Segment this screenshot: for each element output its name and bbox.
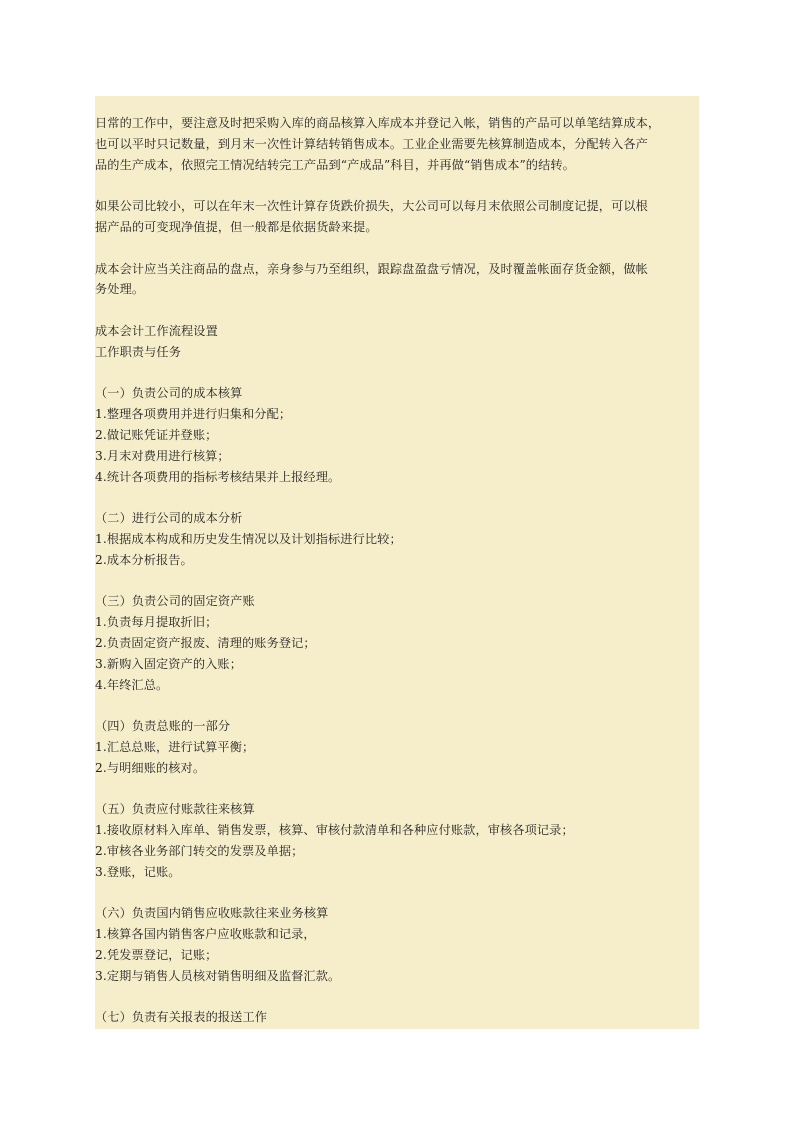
duty-item: 4.年终汇总。 <box>95 677 169 692</box>
text-line: 品的生产成本，依照完工情况结转完工产品到“产成品”科目，并再做“销售成本”的结转。 <box>95 157 575 172</box>
duty-item: 1.汇总总账，进行试算平衡； <box>95 739 255 754</box>
text-line: 也可以平时只记数量，到月末一次性计算结转销售成本。工业企业需要先核算制造成本，分配转入各产 <box>95 136 648 151</box>
duty-item: 1.根据成本构成和历史发生情况以及计划指标进行比较； <box>95 531 402 546</box>
duty-title: （三）负责公司的固定资产账 <box>95 594 255 609</box>
section-heading: 成本会计工作流程设置 <box>95 323 218 338</box>
duty-item: 2.凭发票登记，记账； <box>95 947 218 962</box>
document-content <box>95 113 705 1028</box>
duty-item: 2.负责固定资产报废、清理的账务登记； <box>95 635 316 650</box>
duty-item: 1.接收原材料入库单、销售发票，核算、审核付款清单和各种应付账款，审核各项记录； <box>95 823 574 838</box>
duty-section <box>95 903 705 986</box>
duty-item: 1.核算各国内销售客户应收账款和记录， <box>95 927 316 942</box>
duty-section <box>95 591 705 695</box>
duty-item: 2.做记账凭证并登账； <box>95 427 218 442</box>
duty-title: （七）负责有关报表的报送工作 <box>95 1010 268 1025</box>
text-line: 日常的工作中，要注意及时把采购入库的商品核算入库成本并登记入帐，销售的产品可以单笔结算成本， <box>95 116 661 130</box>
section-subheading: 工作职责与任务 <box>95 344 182 359</box>
duty-section <box>95 508 705 570</box>
duty-item: 4.统计各项费用的指标考核结果并上报经理。 <box>95 469 341 484</box>
paragraph-stocktaking <box>95 259 705 301</box>
duty-item: 2.与明细账的核对。 <box>95 760 206 775</box>
duty-item: 3.定期与销售人员核对销售明细及监督汇款。 <box>95 968 341 983</box>
duty-section <box>95 716 705 778</box>
duty-item: 2.成本分析报告。 <box>95 552 193 567</box>
duty-section <box>95 799 705 882</box>
text-line: 成本会计应当关注商品的盘点，亲身参与乃至组织，跟踪盘盈盘亏情况，及时覆盖帐面存货金额，做帐 <box>95 261 648 276</box>
duty-item: 3.登账，记账。 <box>95 864 181 879</box>
duty-section <box>95 383 705 487</box>
duty-item: 1.整理各项费用并进行归集和分配； <box>95 407 292 422</box>
text-line: 务处理。 <box>95 282 145 297</box>
duty-title: （一）负责公司的成本核算 <box>95 386 243 401</box>
paragraph-inventory-impairment <box>95 196 705 238</box>
text-line: 如果公司比较小，可以在年末一次性计算存货跌价损失，大公司可以每月末依照公司制度记提，可以根 <box>95 199 648 214</box>
paragraph-cost-accounting <box>95 113 705 175</box>
duty-item: 3.月末对费用进行核算； <box>95 448 230 463</box>
duty-title: （六）负责国内销售应收账款往来业务核算 <box>95 906 329 921</box>
duty-title: （五）负责应付账款往来核算 <box>95 802 255 817</box>
duty-title: （四）负责总账的一部分 <box>95 719 231 734</box>
duty-item: 3.新购入固定资产的入账； <box>95 656 242 671</box>
duty-item: 2.审核各业务部门转交的发票及单据； <box>95 843 304 858</box>
duty-title: （二）进行公司的成本分析 <box>95 511 243 526</box>
duty-item: 1.负责每月提取折旧； <box>95 615 218 630</box>
text-line: 据产品的可变现净值提，但一般都是依据货龄来提。 <box>95 219 378 234</box>
